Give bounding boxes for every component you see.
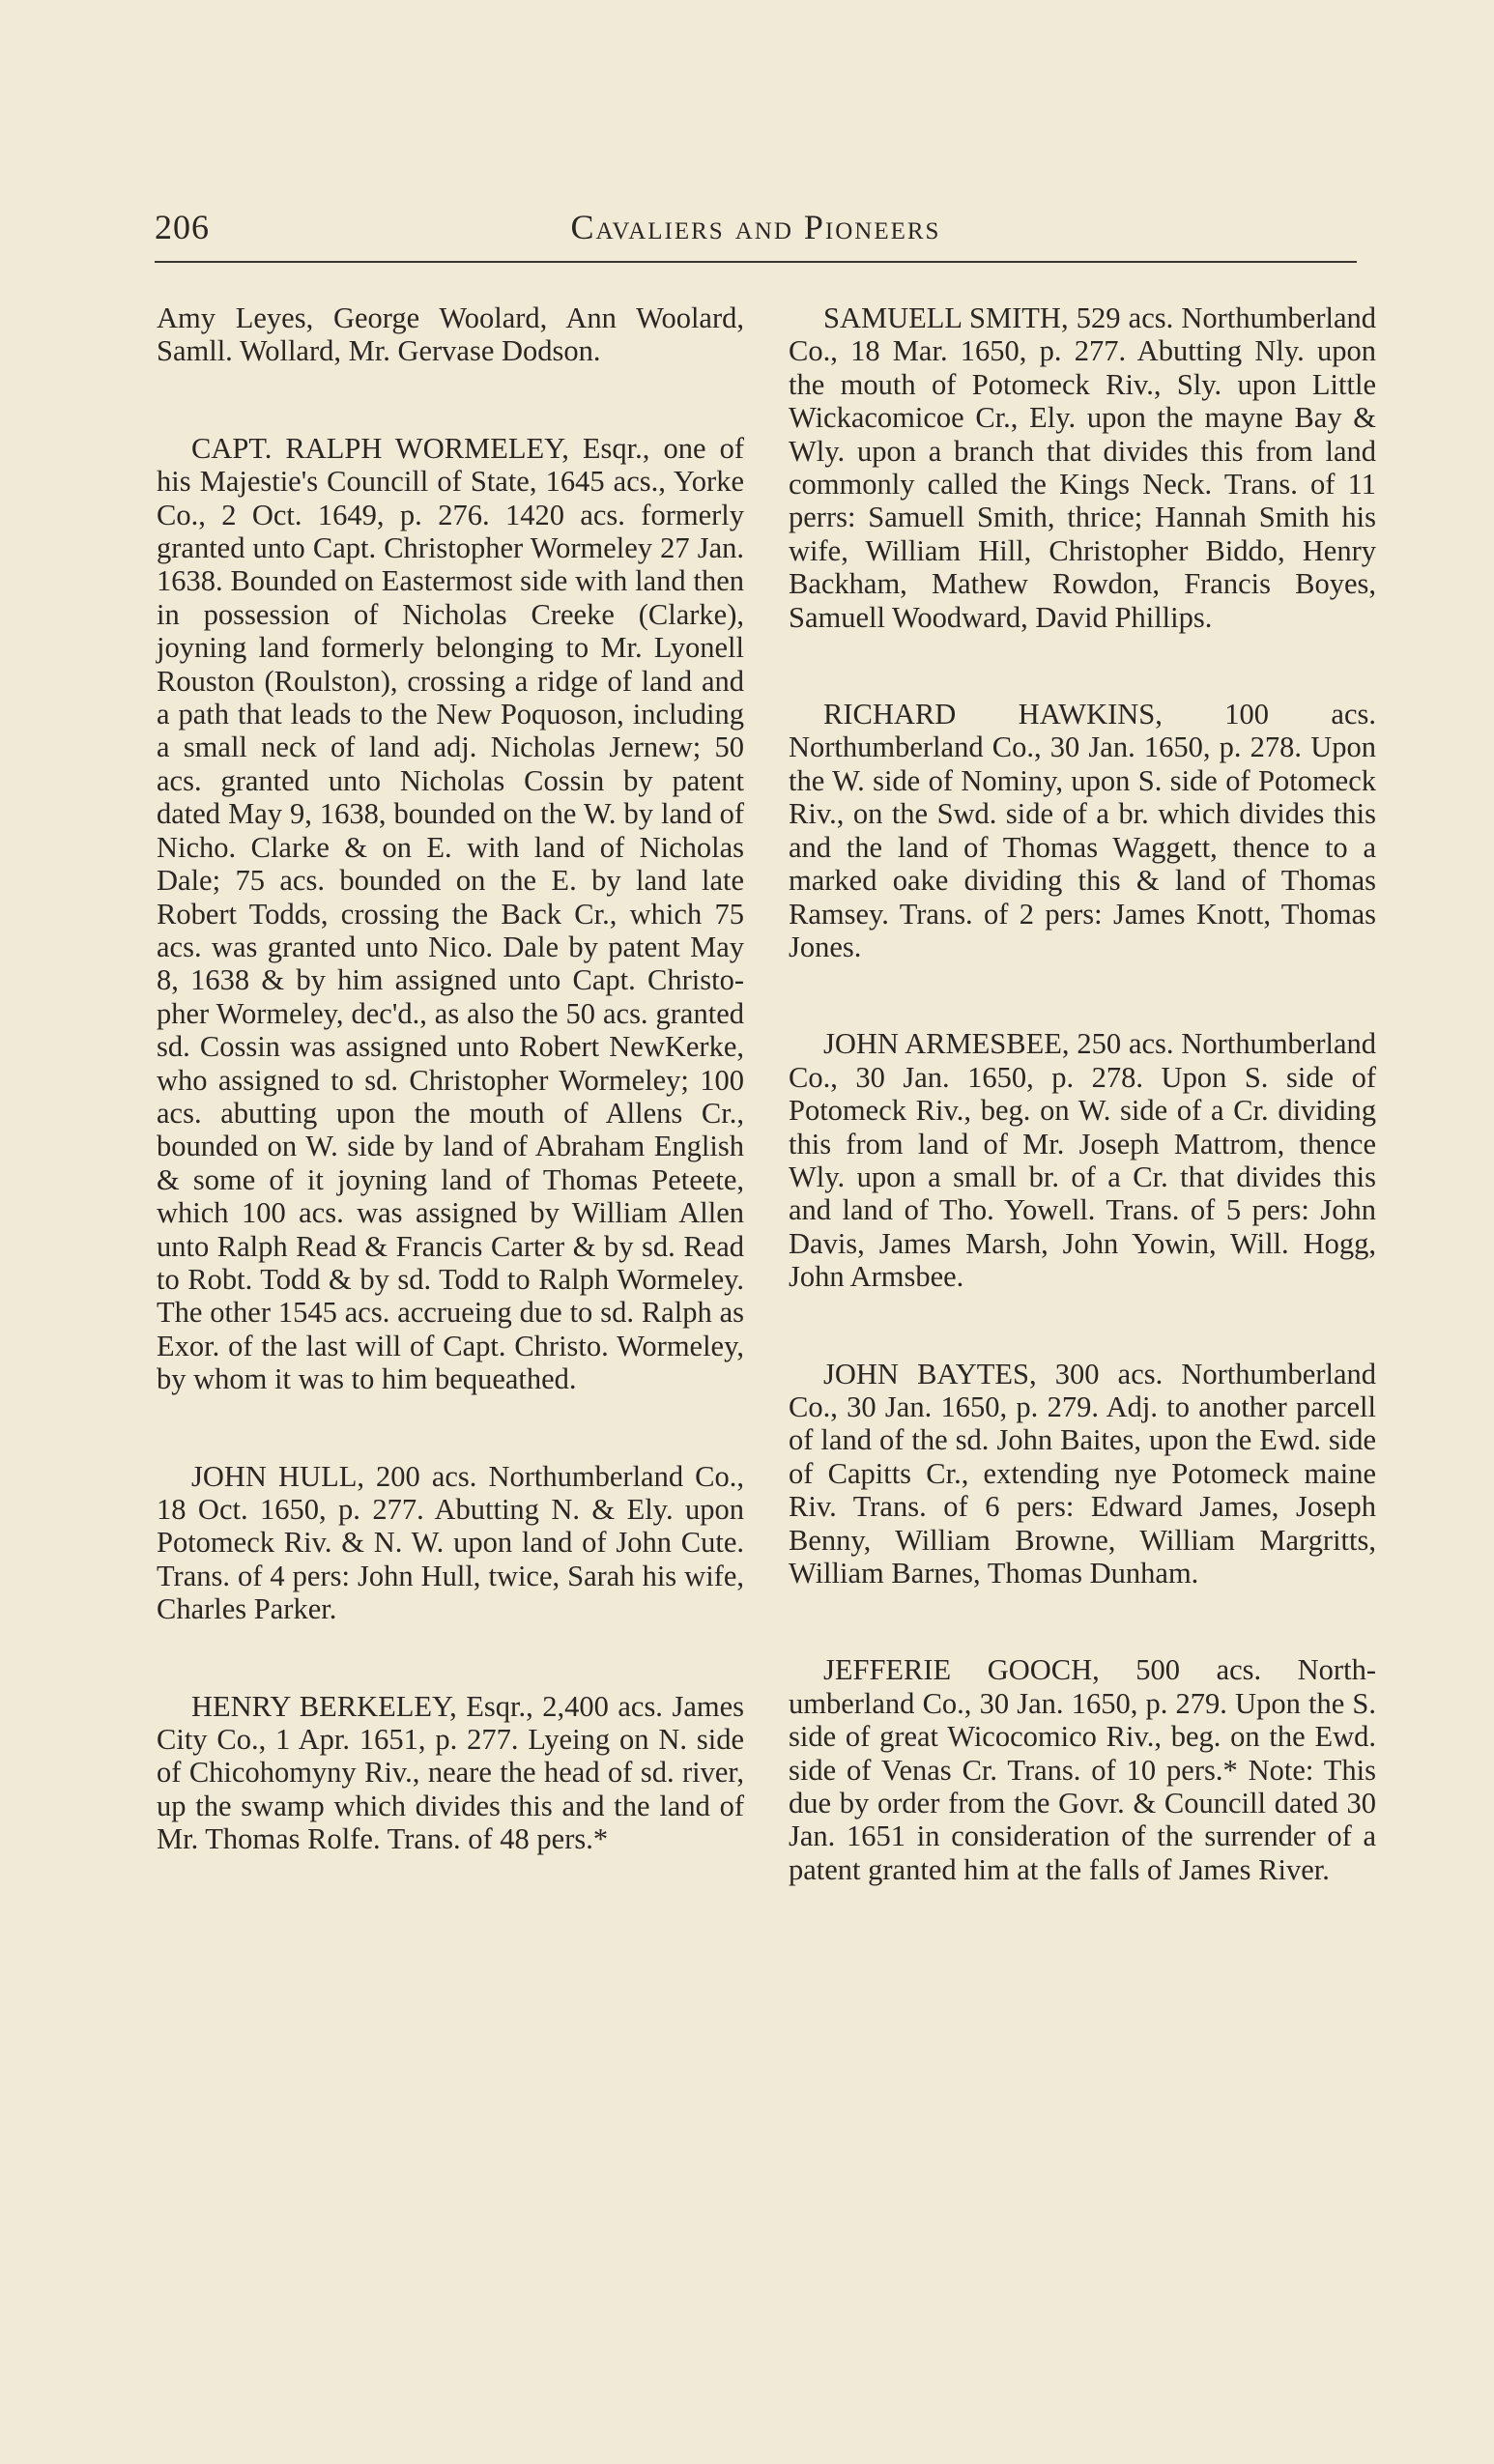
entry-jefferie-gooch <box>789 1653 1376 1886</box>
entry-john-baytes <box>789 1358 1376 1590</box>
left-column <box>157 301 744 1920</box>
page-number: 206 <box>155 208 210 246</box>
entry-henry-berkeley <box>157 1690 744 1856</box>
right-column <box>789 301 1376 1950</box>
entry-john-armesbee <box>789 1027 1376 1293</box>
entry-text: JOHN BAYTES, 300 acs. Northumberland Co., 30 Jan. 1650, p. 279. Adj. to another parcell of land of the sd. John Baites, upon the Ewd. side of Capitts Cr., extending nye Potomeck maine Riv. Trans. of 6 pers: Edward James, Joseph Benny, William Browne, William Margritts, William Barnes, Thomas Dunham. <box>789 1357 1376 1590</box>
entry-text: RICHARD HAWKINS, 100 acs. Northumberland Co., 30 Jan. 1650, p. 278. Upon the W. side of Nominy, upon S. side of Potomeck Riv., on the Swd. side of a br. which divides this and the land of Thomas Waggett, thence to a marked oake dividing this & land of Thomas Ramsey. Trans. of 2 pers: James Knott, Thomas Jones. <box>789 698 1376 963</box>
entry-text: JOHN HULL, 200 acs. Northumberland Co., 18 Oct. 1650, p. 277. Abutting N. & Ely. upon Potomeck Riv. & N. W. upon land of John Cute. Trans. of 4 pers: John Hull, twice, Sarah his wife, Charles Parker. <box>157 1459 744 1626</box>
entry-text: HENRY BERKELEY, Esqr., 2,400 acs. James City Co., 1 Apr. 1651, p. 277. Lyeing on N. side of Chicohomyny Riv., neare the head of sd. river, up the swamp which divides this and the land of Mr. Thomas Rolfe. Trans. of 48 pers.* <box>157 1689 744 1856</box>
entry-text: CAPT. RALPH WORMELEY, Esqr., one of his Majestie's Councill of State, 1645 acs., Yorke Co., 2 Oct. 1649, p. 276. 1420 acs. formerly granted unto Capt. Christopher Wormeley 27 Jan. 1638. Bounded on Eastermost side with land then in possession of Nicholas Creeke (Clarke), joyning land formerly belonging to Mr. Lyonell Rouston (Roulston), crossing a ridge of land and a path that leads to the New Poquoson, including a small neck of land adj. Nicholas Jernew; 50 acs. granted unto Nicholas Cossin by patent dated May 9, 1638, bounded on the W. by land of Nicho. Clarke & on E. with land of Nicholas Dale; 75 acs. bounded on the E. by land late Robert Todds, crossing the Back Cr., which 75 acs. was granted unto Nico. Dale by patent May 8, 1638 & by him assigned unto Capt. Christopher Wormeley, dec'd., as also the 50 acs. granted sd. Cossin was assigned unto Robert NewKerke, who assigned to sd. Christopher Wormeley; 100 acs. abutting upon the mouth of Allens Cr., bounded on W. side by land of Abraham English & some of it joyning land of Thomas Peteete, which 100 acs. was assigned by William Allen unto Ralph Read & Francis Carter & by sd. Read to Robt. Todd & by sd. Todd to Ralph Wormeley. The other 1545 acs. accrueing due to sd. Ralph as Exor. of the last will of Capt. Christo. Wormeley, by whom it was to him bequeathed. <box>157 431 744 1396</box>
entry-continuation: Amy Leyes, George Woolard, Ann Woolard, Samll. Wollard, Mr. Gervase Dodson. <box>157 301 744 368</box>
entry-text: JEFFERIE GOOCH, 500 acs. Northumberland Co., 30 Jan. 1650, p. 279. Upon the S. side of great Wicocomico Riv., beg. on the Ewd. side of Venas Cr. Trans. of 10 pers.* Note: This due by order from the Govr. & Councill dated 30 Jan. 1651 in consideration of the surrender of a patent granted him at the falls of James River. <box>789 1653 1376 1886</box>
entry-text: JOHN ARMESBEE, 250 acs. Northumberland Co., 30 Jan. 1650, p. 278. Upon S. side of Potomeck Riv., beg. on W. side of a Cr. dividing this from land of Mr. Joseph Mattrom, thence Wly. upon a small br. of a Cr. that divides this and land of Tho. Yowell. Trans. of 5 pers: John Davis, James Marsh, John Yowin, Will. Hogg, John Armsbee. <box>789 1027 1376 1294</box>
entry-text: SAMUELL SMITH, 529 acs. Northumberland Co., 18 Mar. 1650, p. 277. Abutting Nly. upon the mouth of Potomeck Riv., Sly. upon Little Wickacomicoe Cr., Ely. upon the mayne Bay & Wly. upon a branch that divides this from land commonly called the Kings Neck. Trans. of 11 perrs: Samuell Smith, thrice; Hannah Smith his wife, William Hill, Christopher Biddo, Henry Backham, Mathew Rowdon, Francis Boyes, Samuell Woodward, David Phillips. <box>789 301 1376 634</box>
entry-samuell-smith <box>789 301 1376 634</box>
entry-richard-hawkins <box>789 698 1376 963</box>
running-title: Cavaliers and Pioneers <box>570 208 941 246</box>
entry-john-hull <box>157 1460 744 1626</box>
entry-ralph-wormeley <box>157 432 744 1396</box>
page-header <box>155 203 1357 263</box>
